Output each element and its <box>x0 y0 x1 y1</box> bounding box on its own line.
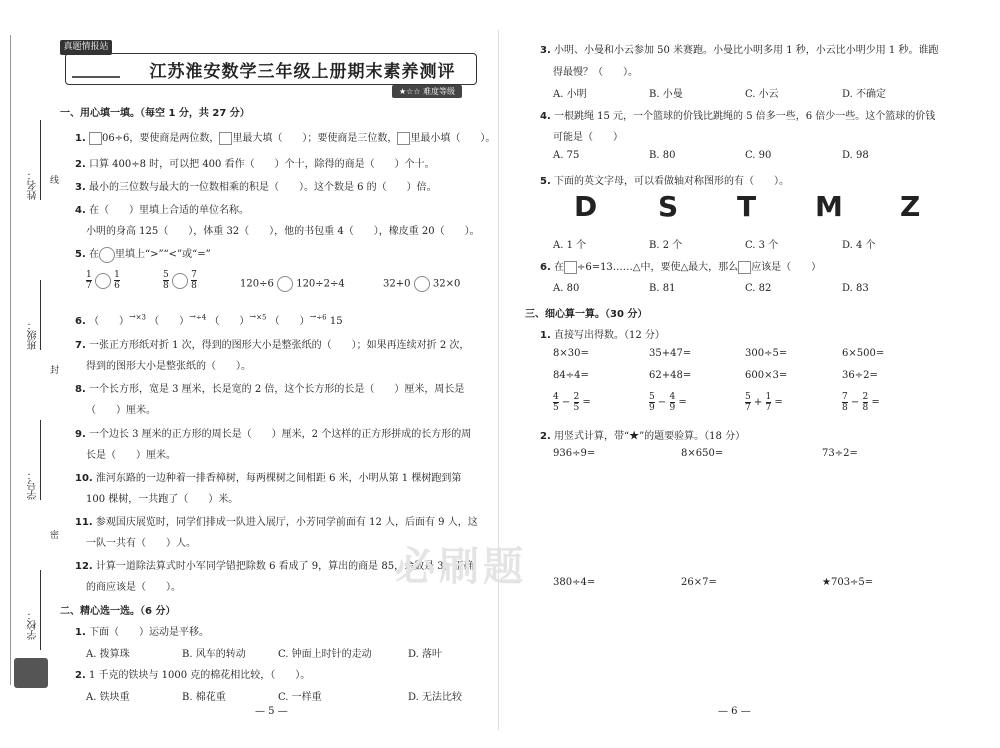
blank-box <box>89 132 102 145</box>
fraction-item: $\frac{5}{9}$ − $\frac{4}{9}$ = <box>649 392 687 413</box>
compare-expr-1: 120÷6 120÷2÷4 <box>240 276 345 292</box>
oral-item: 36÷2= <box>842 370 878 381</box>
choice-5: 5. 下面的英文字母，可以看做轴对称图形的有（ ）。 <box>540 176 789 187</box>
fraction-item: $\frac{4}{5}$ − $\frac{2}{5}$ = <box>553 392 591 413</box>
id-line <box>40 420 41 500</box>
vertical-calc: 8×650= <box>681 448 724 459</box>
vertical-calc: 380÷4= <box>553 577 596 588</box>
choice-2-option-a: A. 铁块重 <box>86 692 130 703</box>
question-12-cont: 的商应该是（ ）。 <box>86 582 181 593</box>
choice-4-option-a: A. 75 <box>553 150 580 161</box>
vertical-calc: 936÷9= <box>553 448 596 459</box>
letter-t: T <box>737 190 757 223</box>
choice-6-option-b: B. 81 <box>649 283 676 294</box>
page-divider <box>498 30 499 730</box>
question-12: 12. 计算一道除法算式时小军同学错把除数 6 看成了 9，算出的商是 85，余数是 3，正确 <box>75 561 474 572</box>
page-title: 江苏淮安数学三年级上册期末素养测评 <box>149 62 456 82</box>
choice-1: 1. 下面（ ）运动是平移。 <box>75 627 209 638</box>
vertical-calc-starred: ★703÷5= <box>822 577 874 588</box>
letter-d: D <box>574 190 598 223</box>
question-10: 10. 淮河东路的一边种着一排香樟树，每两棵树之间相距 6 米，小明从第 1 棵树跑到第 <box>75 473 462 484</box>
choice-2-option-b: B. 棉花重 <box>182 692 226 703</box>
choice-3-cont: 得最慢？（ ）。 <box>553 67 638 78</box>
choice-6-option-d: D. 83 <box>842 283 869 294</box>
choice-4-option-c: C. 90 <box>745 150 772 161</box>
laptop-icon <box>72 58 120 78</box>
letter-z: Z <box>900 190 921 223</box>
vertical-calc: 26×7= <box>681 577 717 588</box>
choice-3-option-a: A. 小明 <box>553 89 587 100</box>
margin-word-xian: 线 <box>48 175 58 184</box>
question-11: 11. 参观国庆展览时，同学们排成一队进入展厅，小芳同学前面有 12 人，后面有 9 人，这 <box>75 517 478 528</box>
choice-4-option-d: D. 98 <box>842 150 869 161</box>
section-2-title: 二、精心选一选。（6 分） <box>60 606 176 617</box>
choice-2: 2. 1 千克的铁块与 1000 克的棉花相比较，（ ）。 <box>75 670 311 681</box>
choice-3: 3. 小明、小曼和小云参加 50 米赛跑。小曼比小明多用 1 秒，小云比小明少用 1 秒。谁跑 <box>540 45 939 56</box>
school-label: 学校： <box>28 610 39 640</box>
letter-s: S <box>658 190 679 223</box>
choice-5-option-b: B. 2 个 <box>649 240 683 251</box>
oral-item: 84÷4= <box>553 370 589 381</box>
question-7-cont: 得到的图形大小是整张纸的（ ）。 <box>86 361 251 372</box>
margin-word-mi: 密 <box>48 530 58 539</box>
choice-3-option-c: C. 小云 <box>745 89 779 100</box>
class-line <box>40 280 41 350</box>
question-8-cont: （ ）厘米。 <box>86 405 156 416</box>
choice-4-option-b: B. 80 <box>649 150 676 161</box>
section-1-title: 一、用心填一填。（每空 1 分，共 27 分） <box>60 108 250 119</box>
oral-item: 600×3= <box>745 370 788 381</box>
oral-item: 62+48= <box>649 370 692 381</box>
question-4: 4. 在（ ）里填上合适的单位名称。 <box>75 205 249 216</box>
question-3: 3. 最小的三位数与最大的一位数相乘的积是（ ）。这个数是 6 的（ ）倍。 <box>75 182 437 193</box>
fraction-item: $\frac{7}{8}$ − $\frac{2}{8}$ = <box>842 392 880 413</box>
question-1: 1. 06÷6，要使商是两位数， 里最大填（ ）；要使商是三位数， 里最小填（ ）。 <box>75 133 496 144</box>
choice-6-option-c: C. 82 <box>745 283 772 294</box>
name-line <box>40 120 41 200</box>
choice-1-option-c: C. 钟面上时针的走动 <box>278 649 372 660</box>
question-9: 9. 一个边长 3 厘米的正方形的周长是（ ）厘米，2 个这样的正方形拼成的长方形的周 <box>75 429 472 440</box>
margin-rule <box>10 35 11 685</box>
question-7: 7. 一张正方形纸对折 1 次，得到的图形大小是整张纸的（ ）；如果再连续对折 2 次， <box>75 340 470 351</box>
question-5: 5. 在 里填上“>”“<”或“=” <box>75 245 211 263</box>
choice-3-option-d: D. 不确定 <box>842 89 887 100</box>
question-8: 8. 一个长方形，宽是 3 厘米，长是宽的 2 倍，这个长方形的长是（ ）厘米，周长是 <box>75 384 465 395</box>
calc-part-1: 1. 直接写出得数。（12 分） <box>540 330 665 341</box>
difficulty-badge: ★☆☆ 难度等级 <box>392 85 462 98</box>
compare-frac-1: $\frac{1}{7}$ $\frac{1}{6}$ <box>86 270 120 291</box>
question-11-cont: 一队一共有（ ）人。 <box>86 538 196 549</box>
choice-3-option-b: B. 小曼 <box>649 89 683 100</box>
choice-1-option-a: A. 拨算珠 <box>86 649 130 660</box>
choice-4: 4. 一根跳绳 15 元，一个篮球的价钱比跳绳的 5 倍多一些，6 倍少一些。这个篮球的价钱 <box>540 111 936 122</box>
question-6-chain: 6. （ ）$^{\to\times 3}$ （ ）$^{\to\div 4}$ （ ）$^{\to\times 5}$ （ ）$^{\to\div 6}$ 15 <box>75 312 343 327</box>
name-label: 姓名： <box>28 170 39 200</box>
choice-2-option-c: C. 一样重 <box>278 692 322 703</box>
compare-expr-2: 32+0 32×0 <box>383 276 460 292</box>
question-2: 2. 口算 400÷8 时，可以把 400 看作（ ）个十，除得的商是（ ）个十。 <box>75 159 435 170</box>
binding-margin <box>0 0 58 748</box>
choice-1-option-b: B. 风车的转动 <box>182 649 246 660</box>
choice-6: 6. 在 ÷6=13……△中，要使△最大，那么 应该是（ ） <box>540 262 822 273</box>
margin-word-feng: 封 <box>48 365 58 374</box>
oral-item: 35+47= <box>649 348 692 359</box>
blank-box <box>564 261 577 274</box>
page-number-right: — 6 — <box>718 706 751 717</box>
compare-circle <box>99 247 115 263</box>
school-line <box>40 570 41 650</box>
question-4-body: 小明的身高 125（ ），体重 32（ ），他的书包重 4（ ），橡皮重 20（ ）。 <box>86 226 480 237</box>
choice-5-option-a: A. 1 个 <box>553 240 587 251</box>
id-label: 学号： <box>28 470 39 500</box>
choice-5-option-d: D. 4 个 <box>842 240 876 251</box>
letter-m: M <box>815 190 843 223</box>
choice-2-option-d: D. 无法比较 <box>408 692 463 703</box>
people-decoration-icon <box>14 658 48 688</box>
question-9-cont: 长是（ ）厘米。 <box>86 450 176 461</box>
compare-frac-2: $\frac{5}{8}$ $\frac{7}{8}$ <box>163 270 197 291</box>
vertical-calc: 73÷2= <box>822 448 858 459</box>
question-10-cont: 100 棵树，一共跑了（ ）米。 <box>86 494 239 505</box>
oral-item: 300÷5= <box>745 348 788 359</box>
watermark: 必刷题 <box>395 544 527 590</box>
choice-6-option-a: A. 80 <box>553 283 580 294</box>
choice-4-cont: 可能是（ ） <box>553 132 623 143</box>
page-number-left: — 5 — <box>255 706 288 717</box>
oral-item: 8×30= <box>553 348 589 359</box>
choice-5-option-c: C. 3 个 <box>745 240 779 251</box>
oral-item: 6×500= <box>842 348 885 359</box>
blank-box <box>219 132 232 145</box>
calc-part-2: 2. 用竖式计算，带“★”的题要验算。（18 分） <box>540 431 746 442</box>
fraction-item: $\frac{5}{7}$ + $\frac{1}{7}$ = <box>745 392 783 413</box>
choice-1-option-d: D. 落叶 <box>408 649 443 660</box>
section-3-title: 三、细心算一算。（30 分） <box>525 309 648 320</box>
source-tag: 真题情报站 <box>60 40 112 55</box>
blank-box <box>738 261 751 274</box>
class-label: 班级： <box>28 320 39 350</box>
blank-box <box>397 132 410 145</box>
